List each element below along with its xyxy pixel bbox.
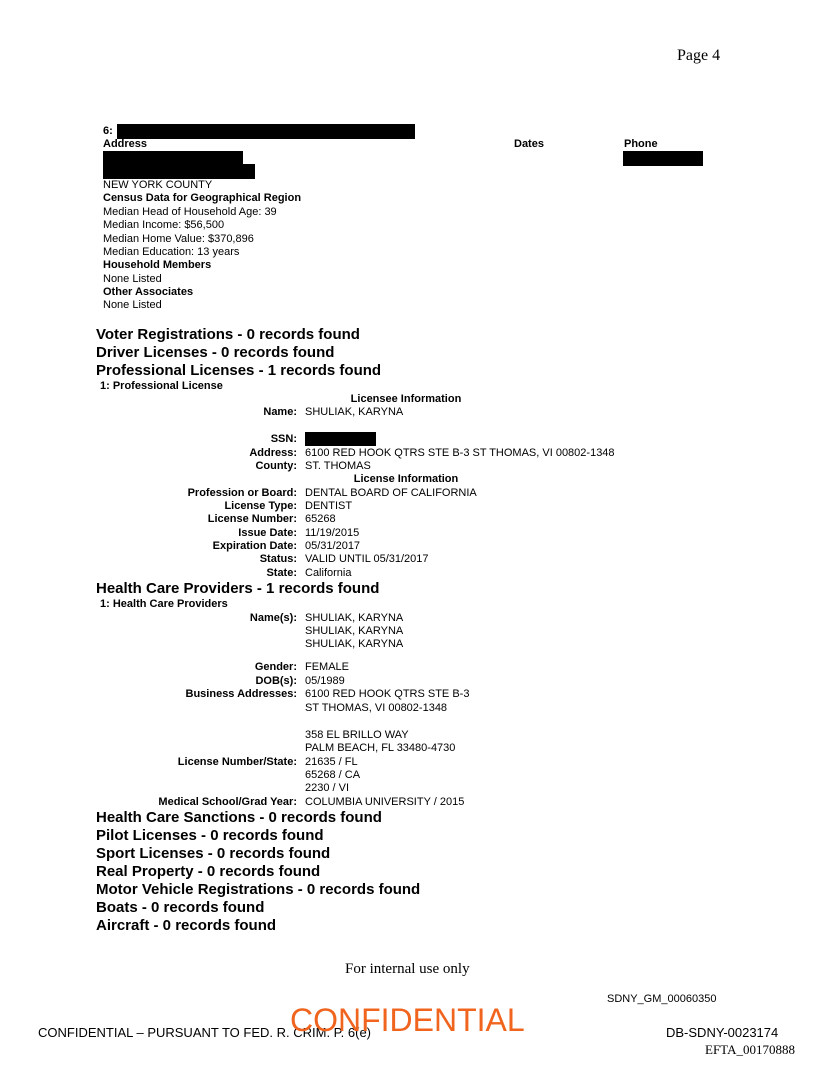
license-county: ST. THOMAS (305, 460, 371, 472)
medical-school-label: Medical School/Grad Year: (158, 796, 297, 808)
issue-date-value: 11/19/2015 (305, 527, 360, 539)
license-number-state-label: License Number/State: (177, 756, 297, 768)
licensee-info-heading: Licensee Information (350, 393, 462, 405)
confidential-notice: CONFIDENTIAL – PURSUANT TO FED. R. CRIM. P. 6(e) (38, 1025, 372, 1040)
internal-use-note: For internal use only (345, 961, 470, 977)
name-label: Name: (263, 406, 297, 418)
license-type-value: DENTIST (305, 500, 353, 512)
license-info-heading: License Information (353, 473, 459, 485)
dob-value: 05/1989 (305, 675, 345, 687)
section-pilot-licenses: Pilot Licenses - 0 records found (96, 827, 324, 844)
phone-column-header: Phone (624, 138, 658, 150)
address-label: Address: (249, 447, 297, 459)
licensee-name: SHULIAK, KARYNA (305, 406, 404, 418)
professional-license-item: 1: Professional License (100, 380, 223, 392)
page-number: Page 4 (677, 47, 721, 64)
provider-name: SHULIAK, KARYNA (305, 612, 404, 624)
county-label: County: (255, 460, 297, 472)
business-addresses-label: Business Addresses: (185, 688, 297, 700)
section-motor-vehicle-registrations: Motor Vehicle Registrations - 0 records found (96, 881, 421, 898)
section-health-care-sanctions: Health Care Sanctions - 0 records found (96, 809, 382, 826)
dob-label: DOB(s): (255, 675, 297, 687)
business-address-line: 358 EL BRILLO WAY (305, 729, 409, 741)
license-number-state: 65268 / CA (305, 769, 361, 781)
redaction-name (117, 124, 415, 139)
expiration-date-value: 05/31/2017 (305, 540, 361, 552)
license-address: 6100 RED HOOK QTRS STE B-3 ST THOMAS, VI 00802-1348 (305, 447, 615, 459)
section-health-care-providers: Health Care Providers - 1 records found (96, 580, 380, 597)
section-aircraft: Aircraft - 0 records found (96, 917, 277, 934)
section-boats: Boats - 0 records found (96, 899, 265, 916)
status-label: Status: (259, 553, 297, 565)
section-professional-licenses: Professional Licenses - 1 records found (96, 362, 382, 379)
address-column-header: Address (103, 138, 148, 150)
census-line: Median Head of Household Age: 39 (103, 206, 277, 218)
license-number-label: License Number: (207, 513, 297, 525)
profession-value: DENTAL BOARD OF CALIFORNIA (305, 487, 477, 499)
gender-value: FEMALE (305, 661, 350, 673)
census-line: Median Education: 13 years (103, 246, 240, 258)
census-heading: Census Data for Geographical Region (103, 192, 302, 204)
bates-number-gm: SDNY_GM_00060350 (607, 993, 717, 1005)
associates-heading: Other Associates (103, 286, 194, 298)
profession-label: Profession or Board: (187, 487, 297, 499)
census-line: Median Home Value: $370,896 (103, 233, 254, 245)
household-value: None Listed (103, 273, 162, 285)
names-label: Name(s): (249, 612, 297, 624)
section-real-property: Real Property - 0 records found (96, 863, 321, 880)
state-value: California (305, 567, 352, 579)
expiration-date-label: Expiration Date: (212, 540, 297, 552)
redaction-ssn (305, 432, 376, 446)
gender-label: Gender: (254, 661, 297, 673)
record-number: 6: (103, 125, 113, 137)
license-type-label: License Type: (224, 500, 297, 512)
status-value: VALID UNTIL 05/31/2017 (305, 553, 429, 565)
provider-name: SHULIAK, KARYNA (305, 638, 404, 650)
county: NEW YORK COUNTY (103, 179, 213, 191)
redaction-phone (623, 151, 703, 166)
redaction-address-line2 (103, 164, 255, 179)
business-address-line: 6100 RED HOOK QTRS STE B-3 (305, 688, 470, 700)
business-address-line: PALM BEACH, FL 33480-4730 (305, 742, 456, 754)
issue-date-label: Issue Date: (238, 527, 297, 539)
bates-number-db: DB-SDNY-0023174 (666, 1025, 779, 1040)
section-voter-registrations: Voter Registrations - 0 records found (96, 326, 360, 343)
license-number-value: 65268 (305, 513, 336, 525)
health-care-provider-item: 1: Health Care Providers (100, 598, 228, 610)
provider-name: SHULIAK, KARYNA (305, 625, 404, 637)
census-line: Median Income: $56,500 (103, 219, 225, 231)
section-driver-licenses: Driver Licenses - 0 records found (96, 344, 335, 361)
license-number-state: 21635 / FL (305, 756, 358, 768)
associates-value: None Listed (103, 299, 162, 311)
ssn-label: SSN: (270, 433, 297, 445)
section-sport-licenses: Sport Licenses - 0 records found (96, 845, 331, 862)
medical-school-value: COLUMBIA UNIVERSITY / 2015 (305, 796, 465, 808)
business-address-line: ST THOMAS, VI 00802-1348 (305, 702, 448, 714)
state-label: State: (266, 567, 297, 579)
household-heading: Household Members (103, 259, 212, 271)
efta-number: EFTA_00170888 (705, 1042, 795, 1057)
license-number-state: 2230 / VI (305, 782, 350, 794)
dates-column-header: Dates (514, 138, 544, 150)
confidential-stamp: CONFIDENTIAL (290, 1002, 525, 1038)
